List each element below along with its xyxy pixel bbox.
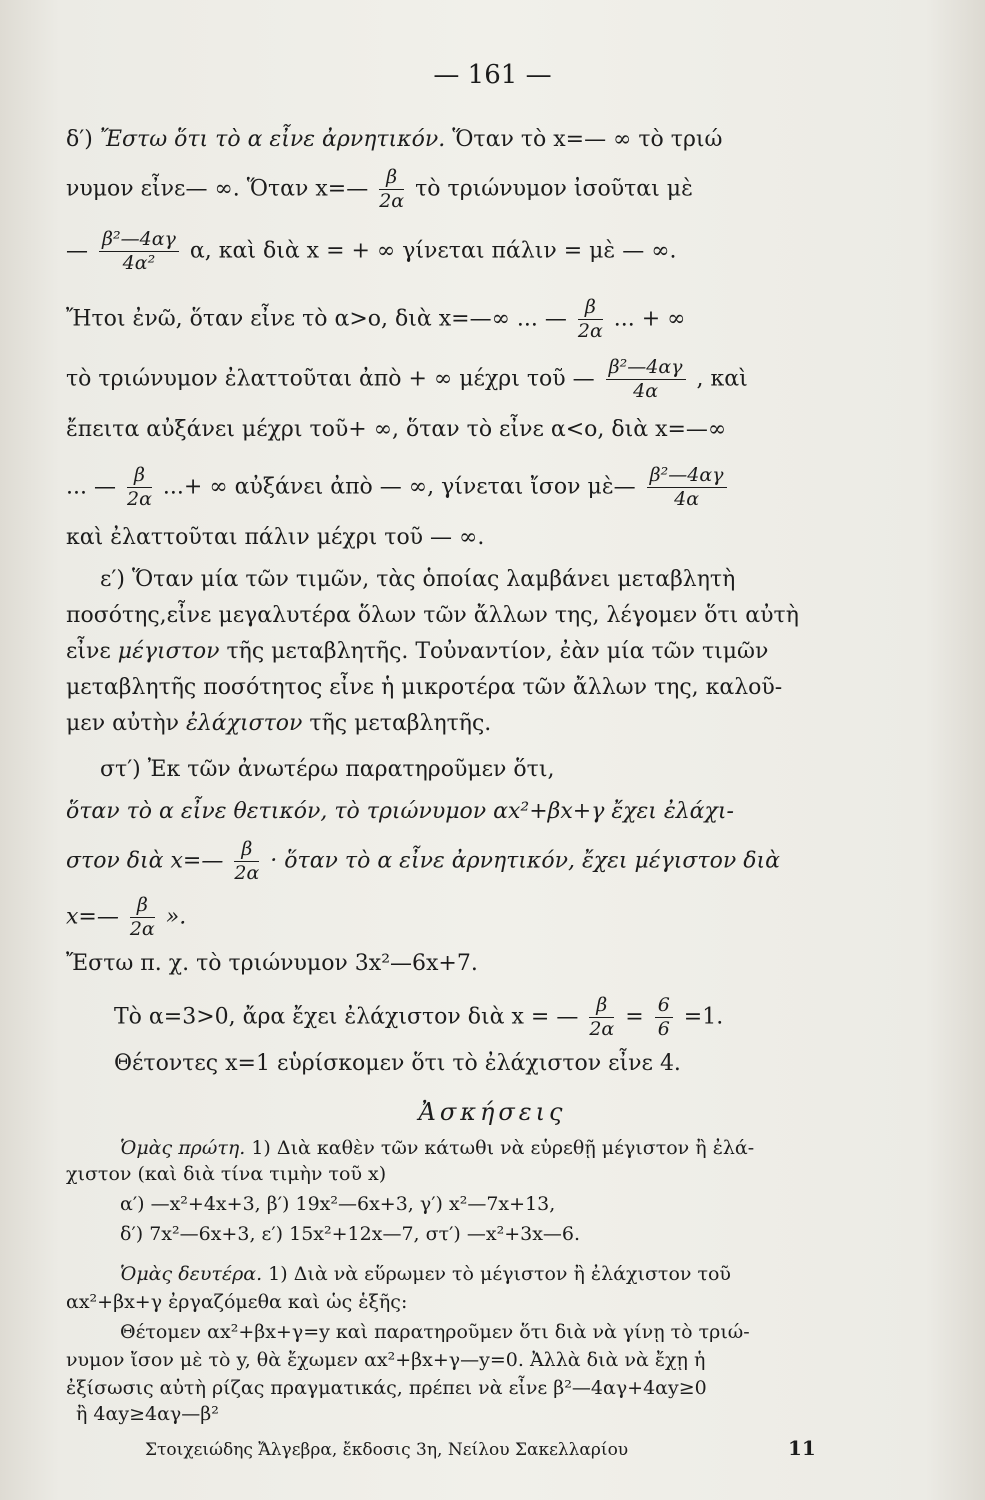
fraction-beta-over-2a: $\frac{\beta}{2\alpha}$ xyxy=(577,296,603,342)
fraction-beta-over-2a: $\frac{\beta}{2\alpha}$ xyxy=(234,838,260,884)
epsilon-line-1: ε′) Ὅταν μία τῶν τιμῶν, τὰς ὁποίας λαμβάνει μεταβλητὴ xyxy=(100,567,736,592)
fraction-beta-over-2a: $\frac{\beta}{2\alpha}$ xyxy=(129,894,155,940)
stigma-line-5: Ἔστω π. χ. τὸ τριώνυμον 3x²—6x+7. xyxy=(66,951,478,976)
term-maximum: μέγιστον xyxy=(117,639,220,664)
fraction-six-over-six: $\frac{6}{6}$ xyxy=(655,996,673,1039)
stigma-line-1: στ′) Ἐκ τῶν ἀνωτέρω παρατηροῦμεν ὅτι, xyxy=(100,757,555,782)
exercise-group-2-line-2: αx²+βx+γ ἐργαζόμεθα καὶ ὡς ἑξῆς: xyxy=(66,1291,408,1313)
fraction-beta-over-2a: $\frac{\beta}{2\alpha}$ xyxy=(379,166,405,212)
delta-line-1: δ′) Ἔστω ὅτι τὸ α εἶνε ἀρνητικόν. Ὅταν τὸ x=— ∞ τὸ τριώ xyxy=(66,127,723,152)
stigma-line-6: Τὸ α=3>0, ἄρα ἔχει ἐλάχιστον διὰ x = — $\frac{\beta}{2\alpha}$ = $\frac{6}{6}$ =1. xyxy=(114,994,724,1040)
exercise-group-2-line-3: Θέτομεν αx²+βx+γ=y καὶ παρατηροῦμεν ὅτι διὰ νὰ γίνῃ τὸ τριώ- xyxy=(120,1321,750,1343)
delta-line-5: τὸ τριώνυμον ἐλαττοῦται ἀπὸ + ∞ μέχρι τοῦ — $\frac{\text{β²—4αγ}}{4\alpha}$ , καὶ xyxy=(66,356,748,402)
epsilon-line-4: μεταβλητῆς ποσότητος εἶνε ἡ μικροτέρα τῶν ἄλλων της, καλοῦ- xyxy=(66,675,783,700)
exercise-group-1-line-3: α′) —x²+4x+3, β′) 19x²—6x+3, γ′) x²—7x+13, xyxy=(120,1193,556,1215)
exercise-group-1-title: Ὁμὰς πρώτη. xyxy=(120,1137,246,1159)
exercise-group-2-line-4: νυμον ἴσον μὲ τὸ y, θὰ ἔχωμεν αx²+βx+γ—y=0. Ἀλλὰ διὰ νὰ ἔχῃ ἡ xyxy=(66,1349,706,1371)
delta-line-3: — $\frac{\text{β²—4αγ}}{\text{4α²}}$ α, καὶ διὰ x = + ∞ γίνεται πάλιν = μὲ — ∞. xyxy=(66,228,677,274)
page-number: — 161 — xyxy=(433,60,552,90)
delta-line-7: ... — $\frac{\beta}{2\alpha}$ ...+ ∞ αὐξάνει ἀπὸ — ∞, γίνεται ἴσον μὲ— $\frac{\text{β²—4αγ}}{4\alpha}$ xyxy=(66,466,946,509)
fraction-discriminant-4a: $\frac{\text{β²—4αγ}}{4\alpha}$ xyxy=(606,358,686,401)
fraction-discriminant-4a2: $\frac{\text{β²—4αγ}}{\text{4α²}}$ xyxy=(99,230,179,273)
footer-sheet-number: 11 xyxy=(788,1436,816,1460)
fraction-beta-over-2a: $\frac{\beta}{2\alpha}$ xyxy=(126,464,152,510)
exercise-group-2-line-5: ἐξίσωσις αὐτὴ ρίζας πραγματικάς, πρέπει νὰ εἶνε β²—4αγ+4αy≥0 xyxy=(66,1377,707,1399)
exercise-group-2-line-6: ἢ 4αy≥4αγ—β² xyxy=(76,1403,219,1425)
footer-imprint: Στοιχειώδης Ἄλγεβρα, ἔκδοσις 3η, Νείλου Σακελλαρίου xyxy=(145,1440,629,1460)
delta-line-2: νυμον εἶνε— ∞. Ὅταν x=— $\frac{\beta}{2\alpha}$ τὸ τριώνυμον ἰσοῦται μὲ xyxy=(66,166,693,212)
exercise-group-2-line-1: Ὁμὰς δευτέρα. 1) Διὰ νὰ εὕρωμεν τὸ μέγιστον ἢ ἐλάχιστον τοῦ xyxy=(120,1263,731,1285)
delta-line-6: ἔπειτα αὐξάνει μέχρι τοῦ+ ∞, ὅταν τὸ εἶνε α<ο, διὰ x=—∞ xyxy=(66,417,727,442)
delta-line-4: Ἤτοι ἐνῶ, ὅταν εἶνε τὸ α>ο, διὰ x=—∞ ... — $\frac{\beta}{2\alpha}$ ... + ∞ xyxy=(66,296,686,342)
stigma-line-2: ὅταν τὸ α εἶνε θετικόν, τὸ τριώνυμον αx²+βx+γ ἔχει ἐλάχι- xyxy=(66,799,734,824)
stigma-line-7: Θέτοντες x=1 εὑρίσκομεν ὅτι τὸ ἐλάχιστον εἶνε 4. xyxy=(114,1051,681,1076)
epsilon-line-5: μεν αὐτὴν ἐλάχιστον τῆς μεταβλητῆς. xyxy=(66,711,492,736)
fraction-discriminant-4a: $\frac{\text{β²—4αγ}}{4\alpha}$ xyxy=(647,466,727,509)
section-label-delta: δ′) xyxy=(66,127,93,152)
exercises-heading: Ἀσκήσεις xyxy=(418,1098,567,1126)
term-minimum: ἐλάχιστον xyxy=(186,711,303,736)
exercise-group-1-line-2: χιστον (καὶ διὰ τίνα τιμὴν τοῦ x) xyxy=(66,1163,387,1185)
epsilon-line-2: ποσότης,εἶνε μεγαλυτέρα ὅλων τῶν ἄλλων της, λέγομεν ὅτι αὐτὴ xyxy=(66,603,799,628)
delta-line-8: καὶ ἐλαττοῦται πάλιν μέχρι τοῦ — ∞. xyxy=(66,525,485,550)
epsilon-line-3: εἶνε μέγιστον τῆς μεταβλητῆς. Τοὐναντίον, ἐὰν μία τῶν τιμῶν xyxy=(66,639,769,664)
exercise-group-1-line-4: δ′) 7x²—6x+3, ε′) 15x²+12x—7, στ′) —x²+3x—6. xyxy=(120,1223,581,1245)
fraction-beta-over-2a: $\frac{\beta}{2\alpha}$ xyxy=(589,994,615,1040)
exercise-group-1-line-1: Ὁμὰς πρώτη. 1) Διὰ καθὲν τῶν κάτωθι νὰ εὑρεθῇ μέγιστον ἢ ἐλά- xyxy=(120,1137,755,1159)
exercise-group-2-title: Ὁμὰς δευτέρα. xyxy=(120,1263,263,1285)
stigma-line-3: στον διὰ x=— $\frac{\beta}{2\alpha}$ · ὅταν τὸ α εἶνε ἀρνητικόν, ἔχει μέγιστον διὰ xyxy=(66,838,780,884)
stigma-line-4: x=— $\frac{\beta}{2\alpha}$ ». xyxy=(66,894,187,940)
